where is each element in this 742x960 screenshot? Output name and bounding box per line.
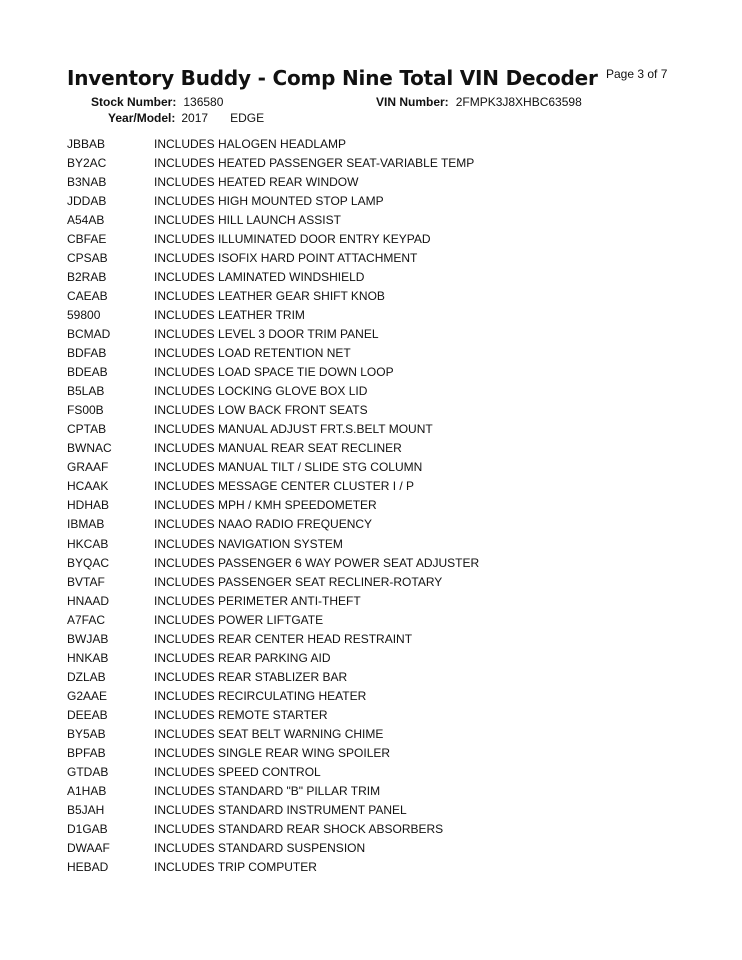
- option-code: GTDAB: [67, 765, 109, 780]
- option-code: BCMAD: [67, 326, 111, 341]
- option-row: [67, 286, 722, 305]
- option-row: [67, 363, 722, 382]
- option-row: [67, 210, 722, 229]
- model-value: EDGE: [230, 111, 265, 125]
- option-row: [67, 534, 722, 553]
- option-description: INCLUDES LOAD SPACE TIE DOWN LOOP: [154, 365, 394, 380]
- option-code: DWAAF: [67, 841, 110, 856]
- option-row: [67, 572, 722, 591]
- option-row: [67, 477, 722, 496]
- option-description: INCLUDES RECIRCULATING HEATER: [154, 688, 367, 703]
- option-row: [67, 305, 722, 324]
- option-code: BVTAF: [67, 574, 105, 589]
- option-code: HNKAB: [67, 650, 109, 665]
- vin-number-value: 2FMPK3J8XHBC63598: [455, 95, 582, 109]
- option-description: INCLUDES STANDARD SUSPENSION: [154, 841, 366, 856]
- option-description: INCLUDES HILL LAUNCH ASSIST: [154, 212, 341, 227]
- option-description: INCLUDES SEAT BELT WARNING CHIME: [154, 726, 384, 741]
- vin-number-label: VIN Number:: [376, 95, 449, 109]
- option-code: B2RAB: [67, 269, 107, 284]
- option-description: INCLUDES MANUAL REAR SEAT RECLINER: [154, 441, 402, 456]
- option-description: INCLUDES REAR STABLIZER BAR: [154, 669, 348, 684]
- option-description: INCLUDES REAR CENTER HEAD RESTRAINT: [154, 631, 413, 646]
- option-row: [67, 515, 722, 534]
- option-description: INCLUDES HIGH MOUNTED STOP LAMP: [154, 193, 384, 208]
- option-description: INCLUDES STANDARD INSTRUMENT PANEL: [154, 803, 407, 818]
- option-description: INCLUDES NAAO RADIO FREQUENCY: [154, 517, 373, 532]
- option-description: INCLUDES LOCKING GLOVE BOX LID: [154, 384, 368, 399]
- option-code: CAEAB: [67, 288, 108, 303]
- option-code: D1GAB: [67, 822, 108, 837]
- option-description: INCLUDES POWER LIFTGATE: [154, 612, 324, 627]
- option-description: INCLUDES REMOTE STARTER: [154, 707, 328, 722]
- option-row: [67, 591, 722, 610]
- option-code: DEEAB: [67, 707, 108, 722]
- option-description: INCLUDES MESSAGE CENTER CLUSTER I / P: [154, 479, 415, 494]
- option-row: [67, 724, 722, 743]
- option-description: INCLUDES HALOGEN HEADLAMP: [154, 136, 347, 151]
- option-code: 59800: [67, 307, 101, 322]
- option-code: IBMAB: [67, 517, 105, 532]
- option-description: INCLUDES NAVIGATION SYSTEM: [154, 536, 343, 551]
- option-description: INCLUDES LOAD RETENTION NET: [154, 346, 351, 361]
- option-row: [67, 458, 722, 477]
- option-description: INCLUDES HEATED PASSENGER SEAT-VARIABLE TEMP: [154, 155, 475, 170]
- option-description: INCLUDES PASSENGER SEAT RECLINER-ROTARY: [154, 574, 443, 589]
- option-description: INCLUDES TRIP COMPUTER: [154, 860, 317, 875]
- page-number: Page 3 of 7: [606, 67, 668, 81]
- option-code: GRAAF: [67, 460, 109, 475]
- option-row: [67, 763, 722, 782]
- option-code: BWNAC: [67, 441, 112, 456]
- option-row: [67, 553, 722, 572]
- option-code: BY5AB: [67, 726, 106, 741]
- option-description: INCLUDES SINGLE REAR WING SPOILER: [154, 746, 391, 761]
- option-code: A1HAB: [67, 784, 107, 799]
- option-code: B5JAH: [67, 803, 105, 818]
- option-code: FS00B: [67, 403, 104, 418]
- vin-number-field: [376, 95, 582, 109]
- option-code: A54AB: [67, 212, 105, 227]
- option-row: [67, 801, 722, 820]
- option-code: G2AAE: [67, 688, 108, 703]
- option-description: INCLUDES PASSENGER 6 WAY POWER SEAT ADJUSTER: [154, 555, 480, 570]
- option-code: HDHAB: [67, 498, 110, 513]
- option-row: [67, 172, 722, 191]
- option-code: HKCAB: [67, 536, 109, 551]
- option-code: CPTAB: [67, 422, 107, 437]
- option-code: B5LAB: [67, 384, 105, 399]
- option-description: INCLUDES REAR PARKING AID: [154, 650, 331, 665]
- option-code: HEBAD: [67, 860, 109, 875]
- option-code: HNAAD: [67, 593, 110, 608]
- option-description: INCLUDES LAMINATED WINDSHIELD: [154, 269, 365, 284]
- option-code: B3NAB: [67, 174, 107, 189]
- option-row: [67, 229, 722, 248]
- option-description: INCLUDES STANDARD "B" PILLAR TRIM: [154, 784, 381, 799]
- stock-number-label: Stock Number:: [91, 95, 177, 109]
- option-description: INCLUDES LEVEL 3 DOOR TRIM PANEL: [154, 326, 379, 341]
- option-description: INCLUDES MANUAL ADJUST FRT.S.BELT MOUNT: [154, 422, 433, 437]
- stock-number-value: 136580: [183, 95, 224, 109]
- option-row: [67, 420, 722, 439]
- option-row: [67, 667, 722, 686]
- option-row: [67, 382, 722, 401]
- option-row: [67, 153, 722, 172]
- stock-number-field: [91, 95, 223, 109]
- option-row: [67, 248, 722, 267]
- option-row: [67, 820, 722, 839]
- option-row: [67, 610, 722, 629]
- option-description: INCLUDES ILLUMINATED DOOR ENTRY KEYPAD: [154, 231, 431, 246]
- option-description: INCLUDES LOW BACK FRONT SEATS: [154, 403, 368, 418]
- option-row: [67, 267, 722, 286]
- option-code-list: [67, 134, 722, 877]
- option-row: [67, 782, 722, 801]
- option-description: INCLUDES PERIMETER ANTI-THEFT: [154, 593, 361, 608]
- option-code: CBFAE: [67, 231, 107, 246]
- option-row: [67, 401, 722, 420]
- year-model-label: Year/Model:: [108, 111, 176, 125]
- option-row: [67, 648, 722, 667]
- option-code: HCAAK: [67, 479, 109, 494]
- option-row: [67, 496, 722, 515]
- option-description: INCLUDES STANDARD REAR SHOCK ABSORBERS: [154, 822, 444, 837]
- option-code: JBBAB: [67, 136, 106, 151]
- option-code: BWJAB: [67, 631, 109, 646]
- option-row: [67, 744, 722, 763]
- option-code: JDDAB: [67, 193, 107, 208]
- option-row: [67, 191, 722, 210]
- option-code: CPSAB: [67, 250, 108, 265]
- option-code: BYQAC: [67, 555, 110, 570]
- option-row: [67, 439, 722, 458]
- option-code: A7FAC: [67, 612, 106, 627]
- option-code: BDFAB: [67, 346, 107, 361]
- year-model-field: [108, 111, 264, 125]
- option-description: INCLUDES MPH / KMH SPEEDOMETER: [154, 498, 377, 513]
- option-description: INCLUDES LEATHER TRIM: [154, 307, 305, 322]
- option-row: [67, 858, 722, 877]
- option-code: BPFAB: [67, 746, 106, 761]
- option-description: INCLUDES ISOFIX HARD POINT ATTACHMENT: [154, 250, 418, 265]
- option-row: [67, 134, 722, 153]
- year-value: 2017: [181, 111, 209, 125]
- option-code: DZLAB: [67, 669, 106, 684]
- option-description: INCLUDES MANUAL TILT / SLIDE STG COLUMN: [154, 460, 423, 475]
- option-description: INCLUDES LEATHER GEAR SHIFT KNOB: [154, 288, 385, 303]
- option-row: [67, 705, 722, 724]
- option-description: INCLUDES SPEED CONTROL: [154, 765, 321, 780]
- option-description: INCLUDES HEATED REAR WINDOW: [154, 174, 359, 189]
- option-row: [67, 686, 722, 705]
- option-row: [67, 324, 722, 343]
- page-title: Inventory Buddy - Comp Nine Total VIN Decoder: [67, 66, 598, 90]
- option-row: [67, 344, 722, 363]
- option-code: BY2AC: [67, 155, 107, 170]
- option-row: [67, 839, 722, 858]
- option-code: BDEAB: [67, 365, 108, 380]
- option-row: [67, 629, 722, 648]
